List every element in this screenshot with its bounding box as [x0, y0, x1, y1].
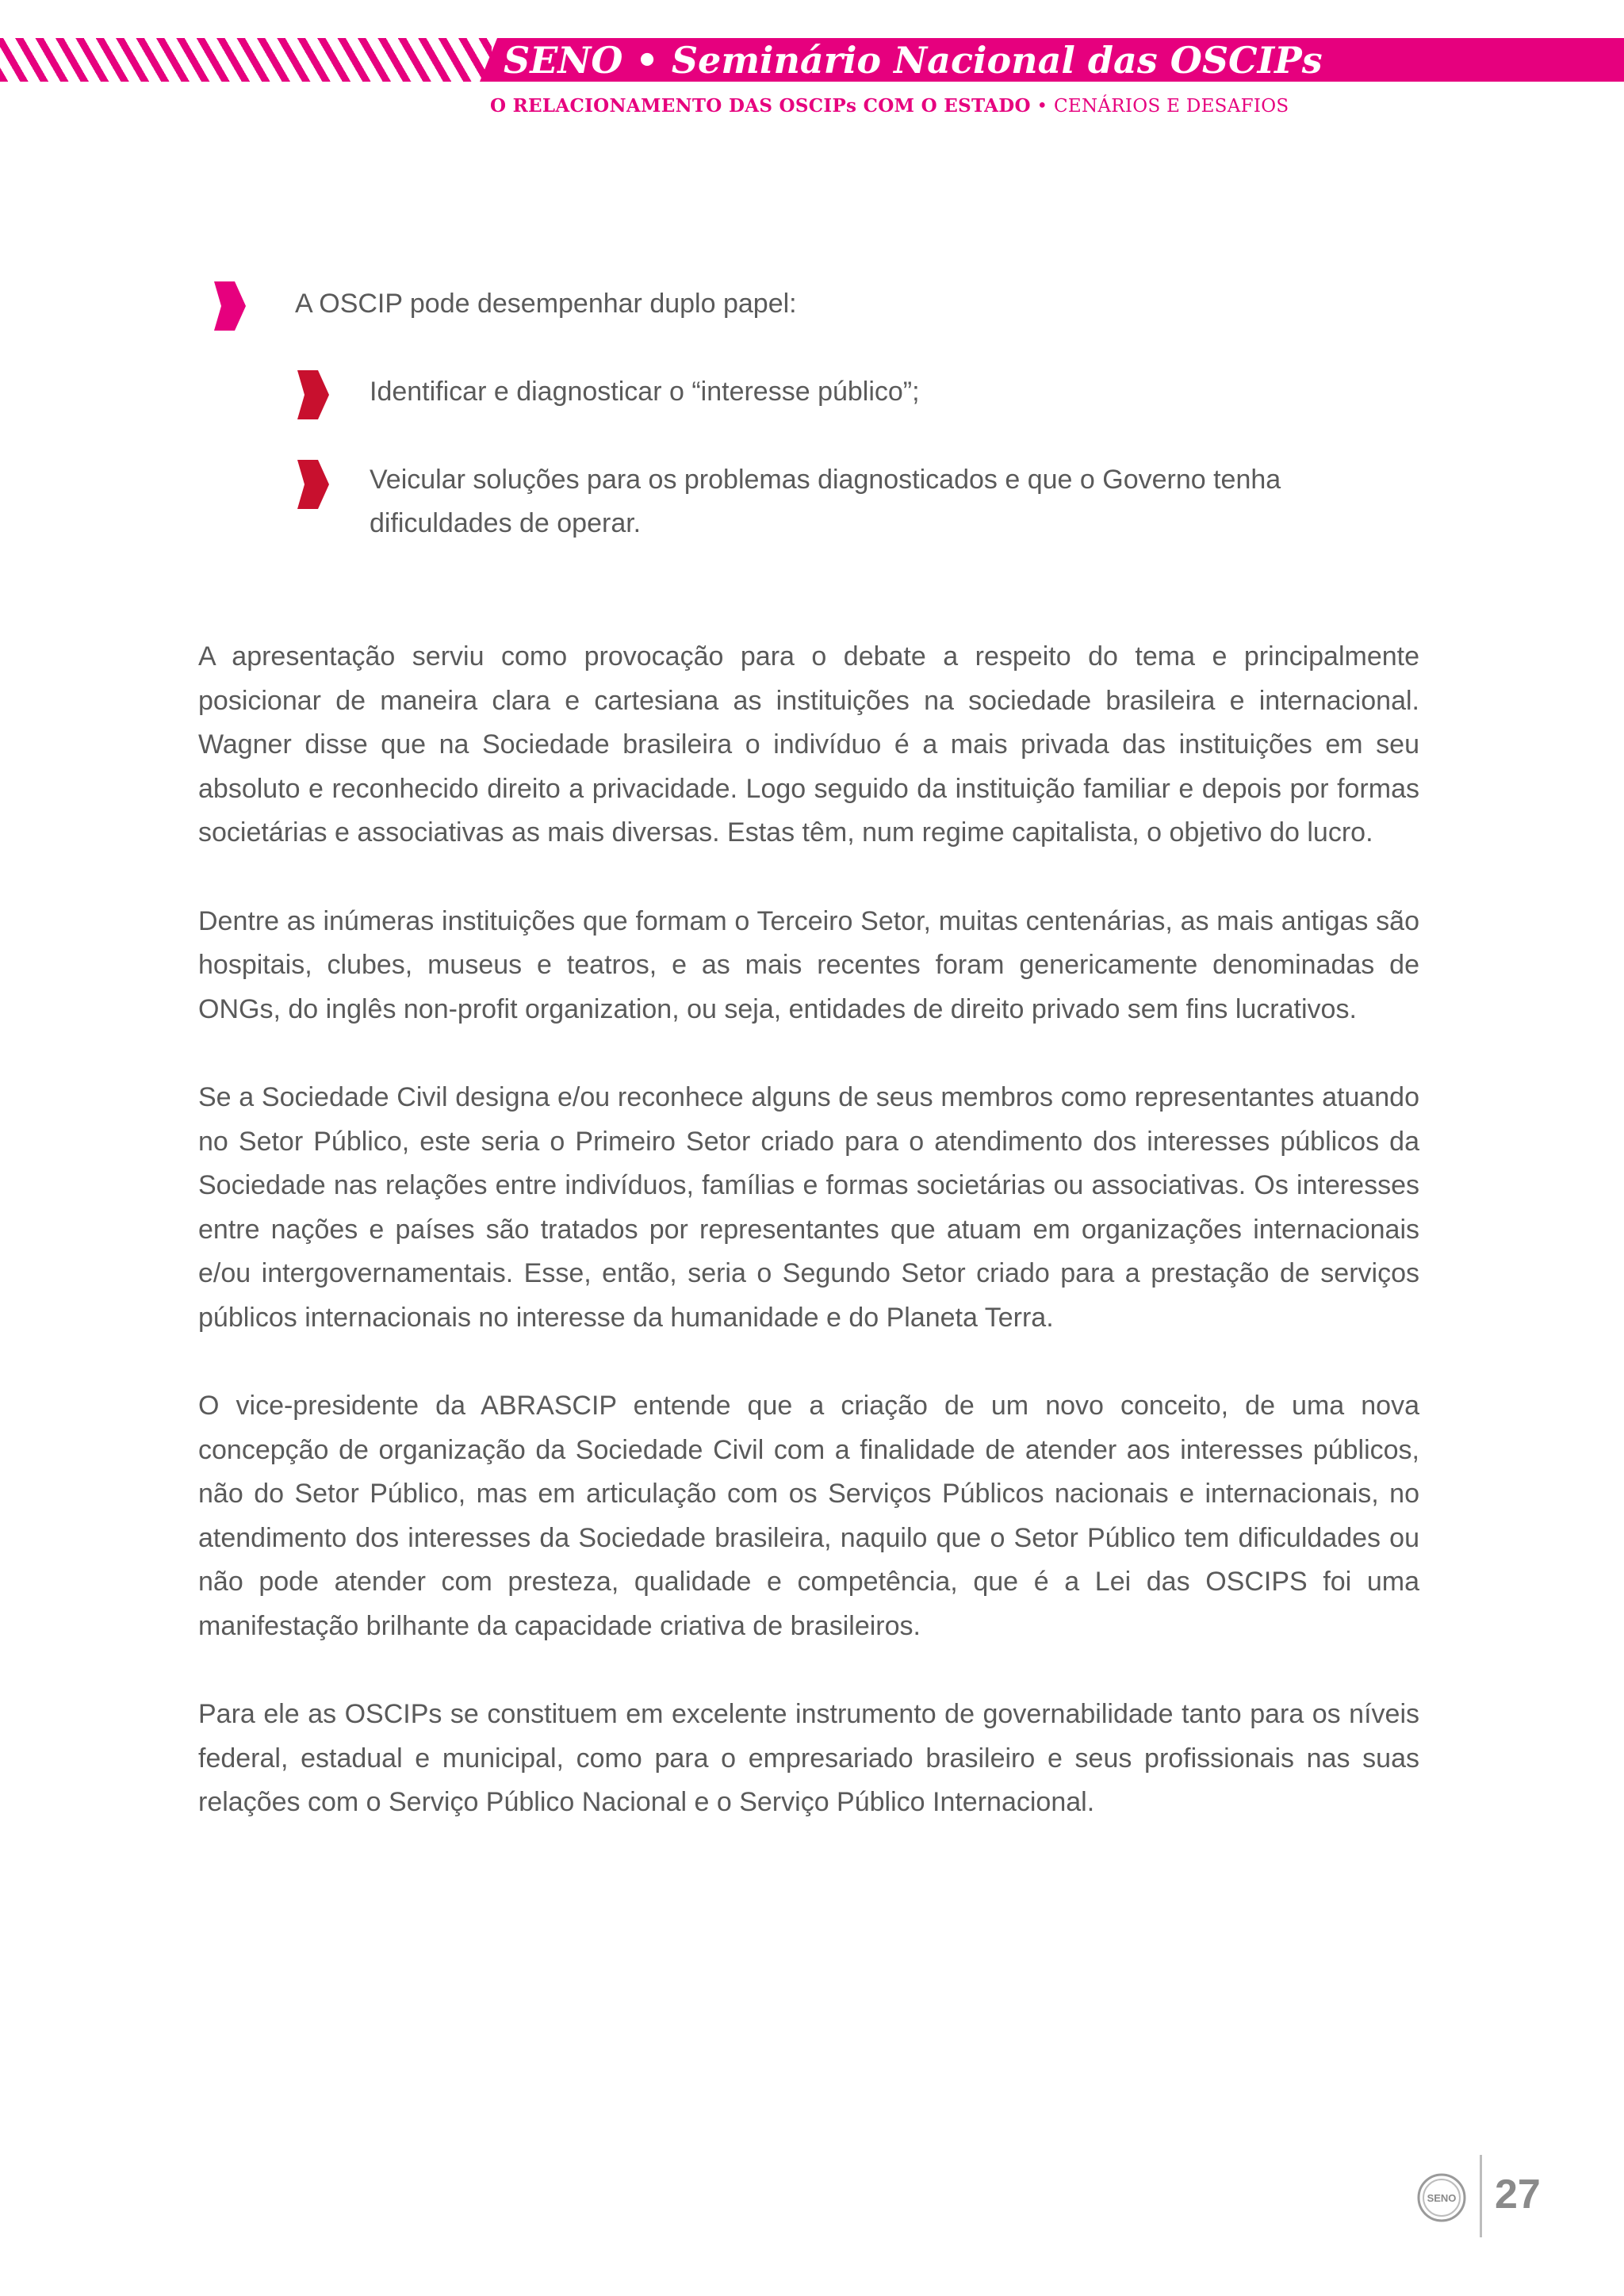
paragraph-1: A apresentação serviu como provocação para o debate a respeito do tema e principalmente posicionar de maneira clara e cartesiana as instituições na sociedade brasileira e internacional. Wagner disse que na Sociedade brasileira o indivíduo é a mais privada das instituições em seu absoluto e reconhecido direito a privacidade. Logo seguido da instituição familiar e depois por formas societárias e associativas as mais diversas. Estas têm, num regime capitalista, o objetivo do lucro. [198, 641, 1419, 848]
paragraph-4: O vice-presidente da ABRASCIP entende que a criação de um novo conceito, de uma nova concepção de organização da Sociedade Civil com a finalidade de atender aos interesses públicos, não do Setor Público, mas em articulação com os Serviços Públicos nacionais e internacionais, no atendimento dos interesses da Sociedade brasileira, naquilo que o Setor Público tem dificuldades ou não pode atender com presteza, qualidade e competência, que é a Lei das OSCIPS foi uma manifestação brilhante da capacidade criativa de brasileiros. [198, 1391, 1419, 1641]
header-subtitle-rest: • CENÁRIOS E DESAFIOS [1030, 96, 1289, 117]
page-header [0, 0, 1624, 119]
page-number: 27 [1495, 2172, 1541, 2218]
sub-bullet-2-line-1: Veicular soluções para os problemas diagnosticados e que o Governo tenha [370, 465, 1281, 495]
header-subtitle-bold: O RELACIONAMENTO DAS OSCIPs COM O ESTADO [490, 95, 1031, 117]
seno-logo-text: SENO [1427, 2192, 1457, 2204]
arrow-right-icon [214, 281, 246, 331]
header-stripes [0, 38, 492, 82]
sub-bullet-1-text: Identificar e diagnosticar o “interesse público”; [370, 377, 920, 407]
header-title: SENO • Seminário Nacional das OSCIPs [504, 39, 1323, 82]
main-bullet-text: A OSCIP pode desempenhar duplo papel: [295, 289, 797, 319]
arrow-right-icon [297, 370, 329, 419]
arrow-right-icon [297, 460, 329, 509]
paragraph-2: Dentre as inúmeras instituições que formam o Terceiro Setor, muitas centenárias, as mais antigas são hospitais, clubes, museus e teatros, e as mais recentes foram genericamente denominadas de ONGs, do inglês non-profit organization, ou seja, entidades de direito privado sem fins lucrativos. [198, 905, 1419, 1024]
seno-logo [1416, 2172, 1467, 2223]
footer-divider [1480, 2155, 1482, 2237]
sub-bullet-2-line-2: dificuldades de operar. [370, 508, 642, 538]
paragraph-3: Se a Sociedade Civil designa e/ou reconhece alguns de seus membros como representantes atuando no Setor Público, este seria o Primeiro Setor criado para o atendimento dos interesses públicos da Sociedade nas relações entre indivíduos, famílias e formas societárias ou associativas. Os interesses entre nações e países são tratados por representantes que atuam em organizações internacionais e/ou intergovernamentais. Esse, então, seria o Segundo Setor criado para a prestação de serviços públicos internacionais no interesse da humanidade e do Planeta Terra. [198, 1082, 1419, 1333]
header-subtitle [490, 95, 1289, 117]
paragraph-5: Para ele as OSCIPs se constituem em excelente instrumento de governabilidade tanto para os níveis federal, estadual e municipal, como para o empresariado brasileiro e seus profissionais nas suas relações com o Serviço Público Nacional e o Serviço Público Internacional. [198, 1699, 1419, 1817]
body-text [198, 635, 1419, 1869]
